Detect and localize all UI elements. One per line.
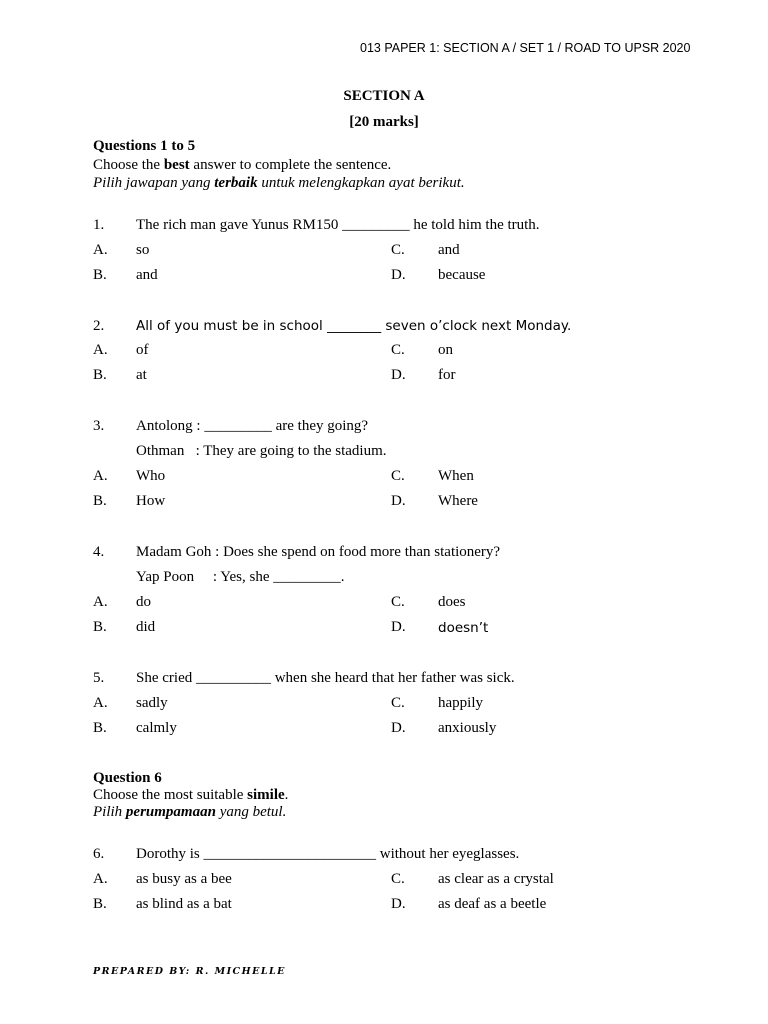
option-letter-c: C. — [391, 468, 405, 484]
option-letter-b: B. — [93, 720, 107, 736]
option-letter-c: C. — [391, 695, 405, 711]
part1-heading: Questions 1 to 5 — [93, 138, 196, 154]
option-letter-a: A. — [93, 695, 108, 711]
option-c: happily — [438, 695, 483, 711]
option-letter-b: B. — [93, 267, 107, 283]
option-a: do — [136, 594, 151, 610]
section-title: SECTION A — [343, 88, 425, 104]
option-letter-a: A. — [93, 594, 108, 610]
option-a: as busy as a bee — [136, 871, 232, 887]
question-stem: She cried __________ when she heard that her father was sick. — [136, 670, 515, 686]
question-stem: Dorothy is _______________________ without her eyeglasses. — [136, 846, 520, 862]
option-letter-b: B. — [93, 619, 107, 635]
question-stem: All of you must be in school ________ seven o’clock next Monday. — [136, 318, 572, 334]
option-letter-d: D. — [391, 619, 406, 635]
option-letter-a: A. — [93, 871, 108, 887]
page-header: 013 PAPER 1: SECTION A / SET 1 / ROAD TO UPSR 2020 — [360, 41, 691, 55]
option-letter-a: A. — [93, 468, 108, 484]
option-c: does — [438, 594, 466, 610]
part2-heading: Question 6 — [93, 770, 162, 786]
option-letter-d: D. — [391, 896, 406, 912]
part2-instruction-ms: Pilih perumpamaan yang betul. — [93, 804, 287, 820]
option-letter-c: C. — [391, 594, 405, 610]
option-a: so — [136, 242, 150, 258]
question-number: 2. — [93, 318, 105, 334]
option-d: anxiously — [438, 720, 497, 736]
option-letter-c: C. — [391, 342, 405, 358]
option-d: because — [438, 267, 486, 283]
option-c: on — [438, 342, 453, 358]
question-stem: Antolong : _________ are they going? — [136, 418, 369, 434]
question-stem: Madam Goh : Does she spend on food more than stationery? — [136, 544, 501, 560]
option-a: of — [136, 342, 149, 358]
option-a: sadly — [136, 695, 168, 711]
option-b: at — [136, 367, 147, 383]
page-footer: PREPARED BY: R. MICHELLE — [93, 966, 286, 977]
question-number: 1. — [93, 217, 105, 233]
question-stem-line2: Othman : They are going to the stadium. — [136, 443, 387, 459]
section-marks: [20 marks] — [349, 114, 419, 130]
option-d: doesn’t — [438, 620, 489, 636]
option-b: and — [136, 267, 158, 283]
option-letter-c: C. — [391, 871, 405, 887]
option-letter-d: D. — [391, 493, 406, 509]
option-d: as deaf as a beetle — [438, 896, 547, 912]
option-letter-b: B. — [93, 896, 107, 912]
option-letter-b: B. — [93, 367, 107, 383]
question-number: 3. — [93, 418, 105, 434]
option-letter-c: C. — [391, 242, 405, 258]
question-number: 5. — [93, 670, 105, 686]
question-stem: The rich man gave Yunus RM150 _________ he told him the truth. — [136, 217, 540, 233]
option-c: and — [438, 242, 460, 258]
option-b: did — [136, 619, 156, 635]
question-stem-line2: Yap Poon : Yes, she _________. — [136, 569, 345, 585]
option-a: Who — [136, 468, 166, 484]
part1-instruction-ms: Pilih jawapan yang terbaik untuk melengkapkan ayat berikut. — [93, 175, 465, 191]
question-number: 6. — [93, 846, 105, 862]
option-b: as blind as a bat — [136, 896, 232, 912]
option-b: calmly — [136, 720, 177, 736]
option-letter-a: A. — [93, 242, 108, 258]
option-letter-d: D. — [391, 367, 406, 383]
part1-instruction-en: Choose the best answer to complete the sentence. — [93, 157, 392, 173]
option-letter-b: B. — [93, 493, 107, 509]
option-letter-d: D. — [391, 720, 406, 736]
option-c: as clear as a crystal — [438, 871, 554, 887]
option-letter-d: D. — [391, 267, 406, 283]
option-c: When — [438, 468, 474, 484]
option-b: How — [136, 493, 166, 509]
question-number: 4. — [93, 544, 105, 560]
option-d: Where — [438, 493, 478, 509]
option-letter-a: A. — [93, 342, 108, 358]
option-d: for — [438, 367, 456, 383]
part2-instruction-en: Choose the most suitable simile. — [93, 787, 289, 803]
